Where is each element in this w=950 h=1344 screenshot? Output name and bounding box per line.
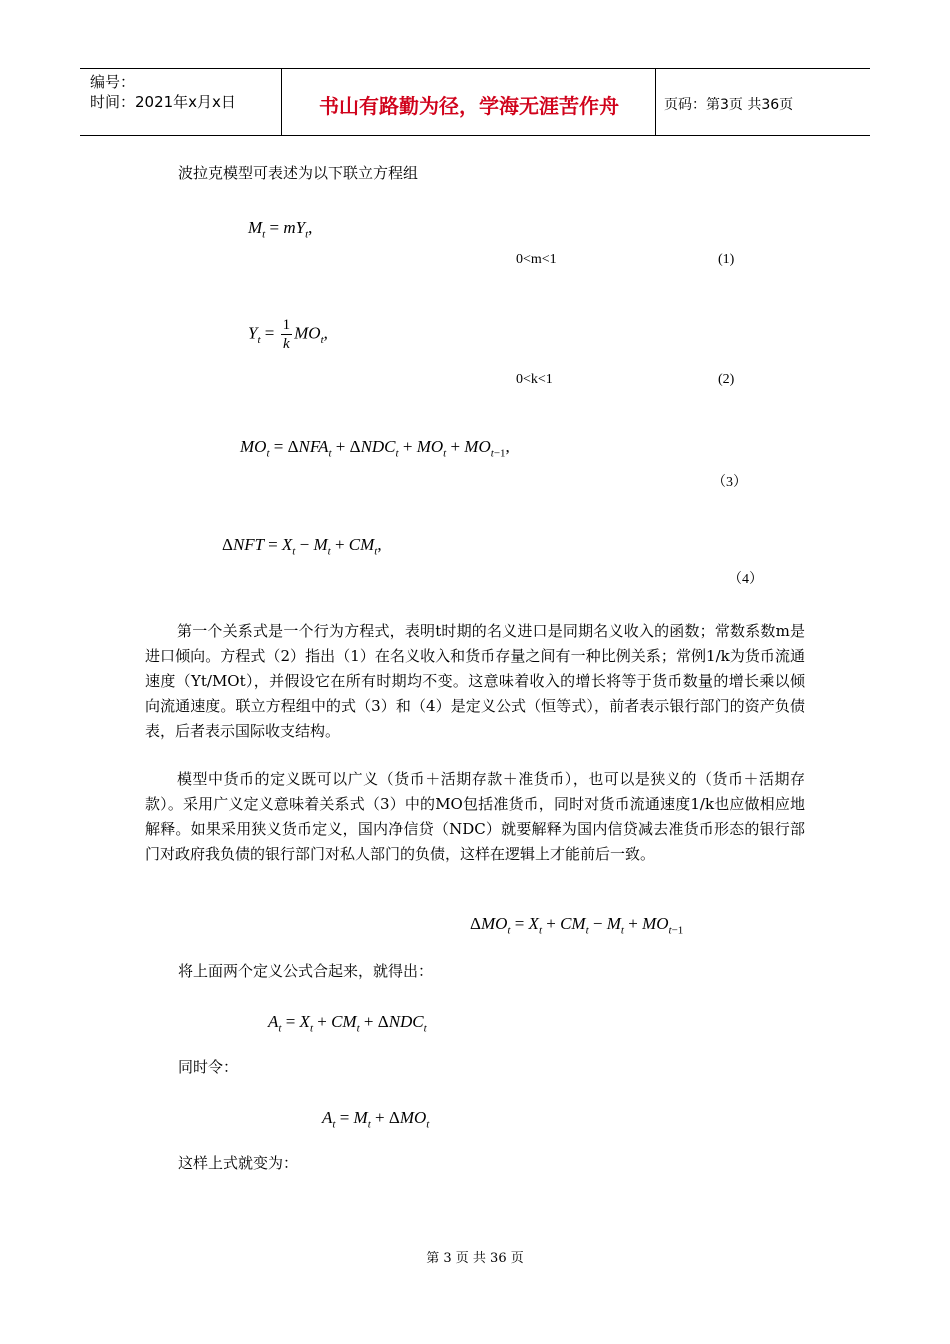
equation-2-number: (2): [718, 372, 735, 387]
intro-text: 波拉克模型可表述为以下联立方程组: [178, 164, 419, 182]
header-meta: [90, 72, 236, 112]
header-divider-left: [281, 68, 282, 136]
equation-4: $\Delta NFT = X_t - M_t + CM_t$,: [222, 535, 382, 558]
page-footer: 第 3 页 共 36 页: [426, 1251, 524, 1266]
equation-3: $MO_t = \Delta NFA_t + \Delta NDC_t + MO_t + MO_{t-1}$,: [240, 437, 510, 460]
header-time-label: 时间：2021年x月x日: [90, 93, 236, 111]
paragraph-4: 同时令：: [178, 1058, 239, 1076]
equation-7: $A_t = M_t + \Delta MO_t$: [322, 1108, 430, 1131]
equation-1: $M_t = mY_t$,: [248, 218, 313, 241]
equation-6: $A_t = X_t + CM_t + \Delta NDC_t$: [268, 1012, 427, 1035]
equation-2-condition: 0<k<1: [516, 372, 553, 387]
header-page-info: 页码：第3页 共36页: [664, 97, 794, 113]
header-motto: 书山有路勤为径，学海无涯苦作舟: [319, 94, 619, 118]
equation-1-condition: 0<m<1: [516, 252, 557, 267]
equation-1-number: (1): [718, 252, 735, 267]
header-top-rule: [80, 68, 870, 69]
equation-2: $Y_t$ = $\frac{1}{k}$ $MO_t$,: [248, 317, 328, 352]
header-id-label: 编号：: [90, 73, 136, 91]
equation-4-number: （4）: [728, 572, 763, 587]
equation-5: $\Delta MO_t = X_t + CM_t - M_t + MO_{t-1}$: [470, 914, 684, 937]
equation-3-number: （3）: [712, 475, 747, 490]
paragraph-1: 第一个关系式是一个行为方程式，表明t时期的名义进口是同期名义收入的函数；常数系数m是进口倾向。方程式（2）指出（1）在名义收入和货币存量之间有一种比例关系；常例1/k为货币流通速度（Yt/MOt），并假设它在所有时期均不变。这意味着收入的增长将等于货币数量的增长乘以倾向流通速度。联立方程组中的式（3）和（4）是定义公式（恒等式），前者表示银行部门的资产负债表，后者表示国际收支结构。: [145, 622, 805, 740]
header-bottom-rule: [80, 135, 870, 136]
paragraph-2: 模型中货币的定义既可以广义（货币＋活期存款＋准货币），也可以是狭义的（货币＋活期存款）。采用广义定义意味着关系式（3）中的MO包括准货币，同时对货币流通速度1/k也应做相应地解释。如果采用狭义货币定义，国内净信贷（NDC）就要解释为国内信贷减去准货币形态的银行部门对政府我负债的银行部门对私人部门的负债，这样在逻辑上才能前后一致。: [145, 770, 805, 863]
paragraph-5: 这样上式就变为：: [178, 1154, 299, 1172]
paragraph-3: 将上面两个定义公式合起来，就得出：: [178, 962, 434, 980]
header-divider-right: [655, 68, 656, 136]
